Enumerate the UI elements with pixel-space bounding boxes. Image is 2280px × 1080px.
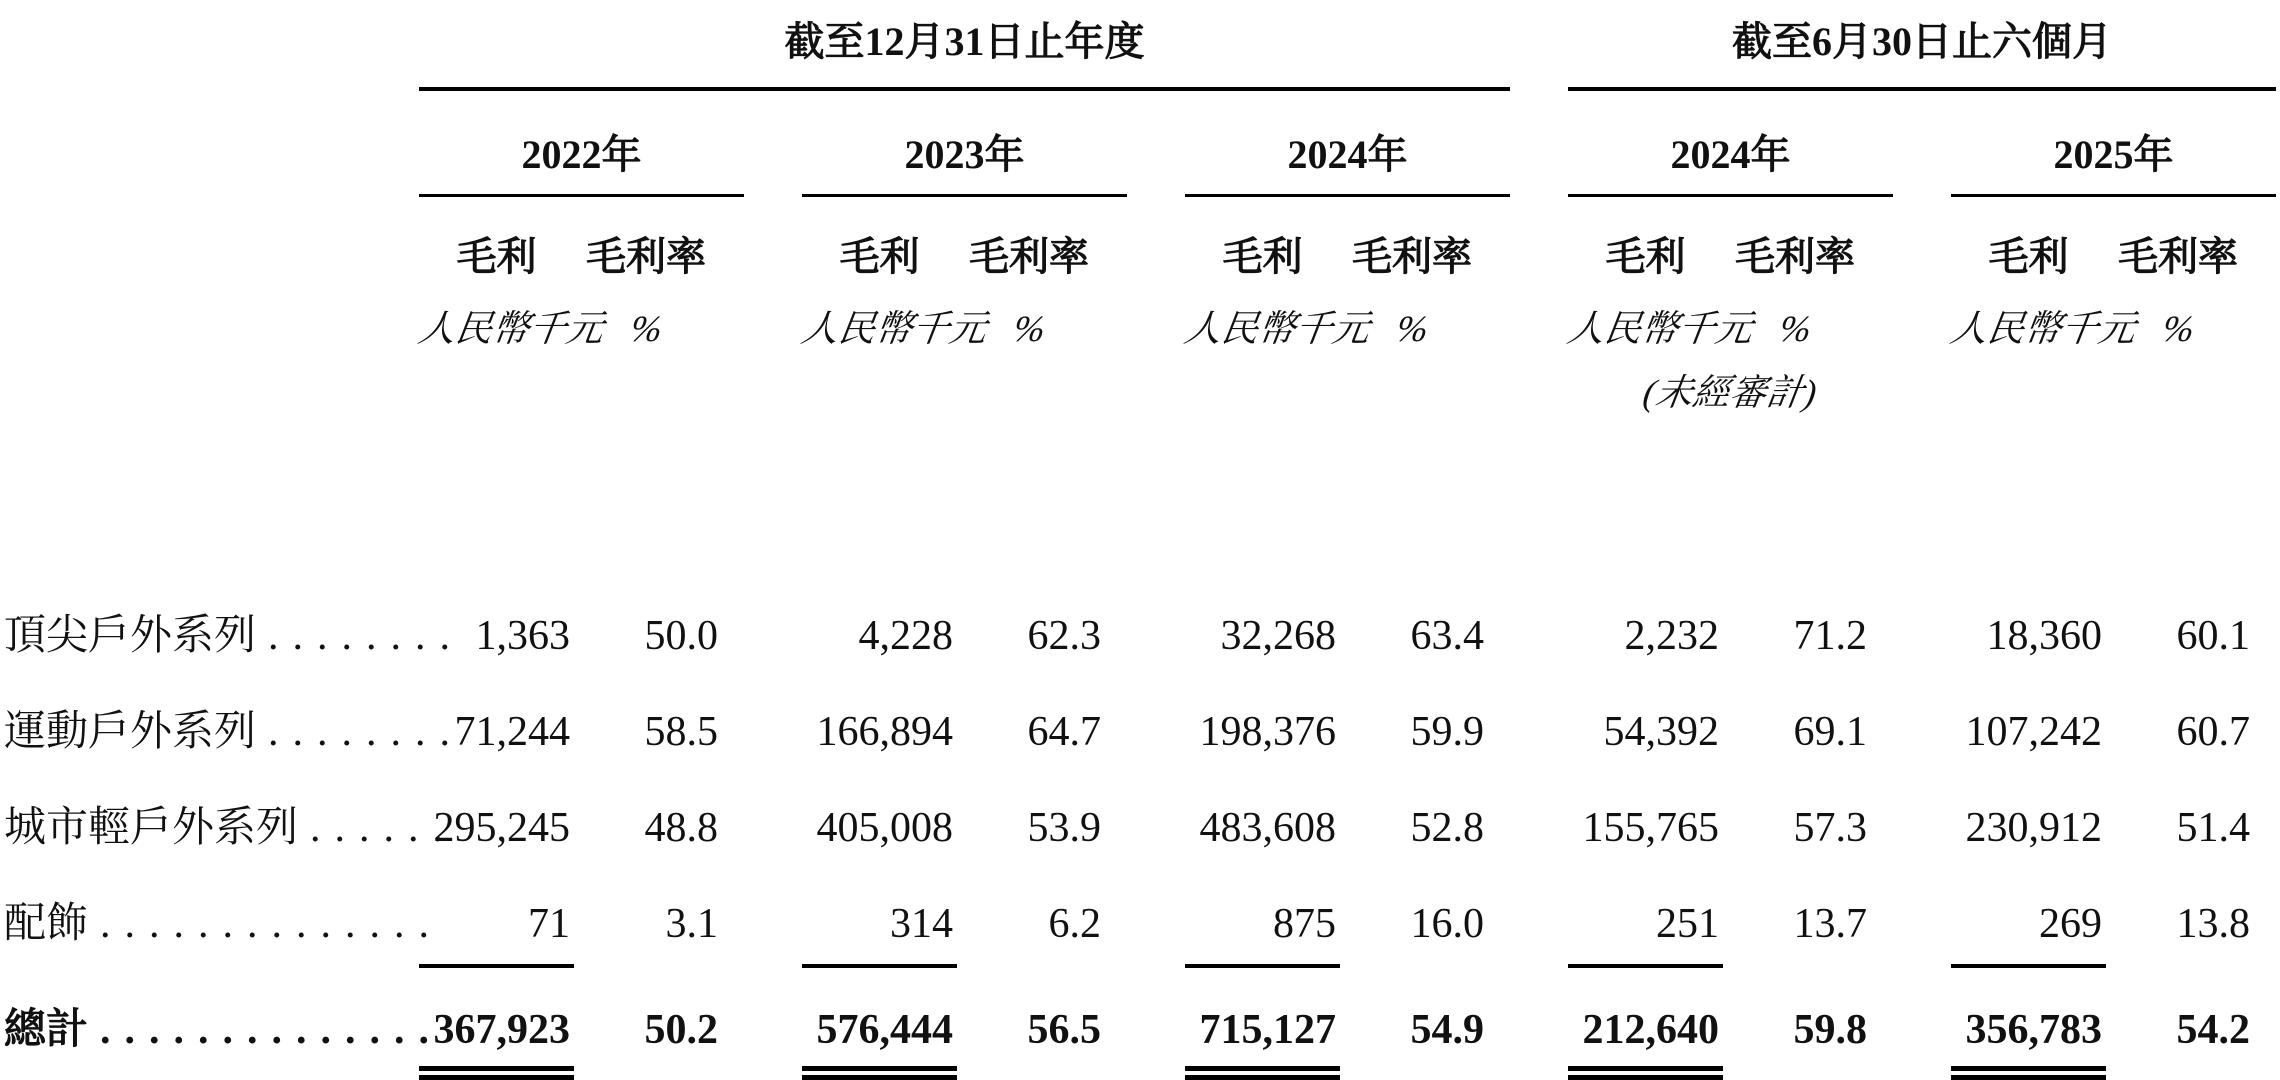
margin-cell: 60.1 xyxy=(2176,613,2250,659)
total-amount-cell: 356,783 xyxy=(1951,966,2106,1073)
dot-leader: ........ xyxy=(268,613,465,659)
row-label xyxy=(4,566,465,662)
amount-cell: 295,245 xyxy=(433,805,570,851)
corner-cell xyxy=(4,196,419,283)
year-header-2024-interim: 2024年 xyxy=(1568,89,1893,196)
amount-cell: 875 xyxy=(1185,854,1340,966)
period-group-dec31: 截至12月31日止年度 xyxy=(419,10,1510,89)
margin-cell: 50.0 xyxy=(644,613,718,659)
col-gap xyxy=(1510,854,1568,966)
total-amount-cell: 367,923 xyxy=(419,966,574,1073)
total-margin-cell: 59.8 xyxy=(1793,1007,1867,1053)
empty-cell xyxy=(1951,352,2276,416)
col-header-gross-profit: 毛利 xyxy=(1222,234,1303,279)
year-header-row xyxy=(4,89,2276,196)
margin-cell: 63.4 xyxy=(1410,613,1484,659)
unit-label: % xyxy=(1776,309,1814,350)
corner-cell xyxy=(4,352,419,416)
col-header-gross-profit: 毛利 xyxy=(839,234,920,279)
period-group-jun30: 截至6月30日止六個月 xyxy=(1568,10,2276,89)
col-gap xyxy=(744,662,802,758)
year-header-2024: 2024年 xyxy=(1185,89,1510,196)
col-unit-rmb-thousand xyxy=(1947,282,2139,352)
margin-cell: 60.7 xyxy=(2176,709,2250,755)
col-gap xyxy=(744,966,802,1073)
col-gap xyxy=(1127,662,1185,758)
row-label xyxy=(4,662,465,758)
col-gap xyxy=(744,854,802,966)
col-header-gross-margin: 毛利率 xyxy=(586,234,706,279)
col-gap xyxy=(1893,89,1951,196)
amount-cell: 198,376 xyxy=(1199,709,1336,755)
col-header-gross-margin: 毛利率 xyxy=(1735,234,1855,279)
col-header-gross-margin: 毛利率 xyxy=(2118,234,2238,279)
amount-cell: 483,608 xyxy=(1199,805,1336,851)
unit-label: 人民幣千元 xyxy=(1564,309,1756,350)
col-gap xyxy=(1893,352,1951,416)
margin-cell: 69.1 xyxy=(1793,709,1867,755)
col-gap xyxy=(1893,966,1951,1073)
col-gap xyxy=(1510,758,1568,854)
col-unit-rmb-thousand xyxy=(798,282,990,352)
col-gap xyxy=(1510,89,1568,196)
corner-cell xyxy=(4,10,419,89)
amount-cell: 314 xyxy=(802,854,957,966)
row-label-text: 頂尖戶外系列 xyxy=(4,613,257,659)
unaudited-note-row xyxy=(4,352,2276,416)
amount-cell: 71,244 xyxy=(454,709,570,755)
col-gap xyxy=(1510,352,1568,416)
col-gap xyxy=(1893,196,1951,283)
period-header-row xyxy=(4,10,2276,89)
amount-cell: 4,228 xyxy=(858,613,953,659)
col-gap xyxy=(1510,966,1568,1073)
total-margin-cell: 56.5 xyxy=(1027,1007,1101,1053)
spacer-row xyxy=(4,416,2276,566)
unit-label: % xyxy=(1393,309,1431,350)
unit-label: 人民幣千元 xyxy=(1947,309,2139,350)
total-amount-cell: 715,127 xyxy=(1185,966,1340,1073)
col-gap xyxy=(1510,282,1568,352)
year-header-2022: 2022年 xyxy=(419,89,744,196)
unit-label: 人民幣千元 xyxy=(415,309,607,350)
amount-cell: 251 xyxy=(1568,854,1723,966)
metric-header-row xyxy=(4,196,2276,283)
amount-cell: 2,232 xyxy=(1624,613,1719,659)
table-row-total xyxy=(4,966,2276,1073)
total-margin-cell: 54.2 xyxy=(2176,1007,2250,1053)
amount-cell: 54,392 xyxy=(1603,709,1719,755)
col-header-gross-profit: 毛利 xyxy=(1988,234,2069,279)
margin-cell: 64.7 xyxy=(1027,709,1101,755)
col-gap xyxy=(1127,352,1185,416)
col-gap xyxy=(744,196,802,283)
col-gap xyxy=(1127,758,1185,854)
unit-label: % xyxy=(627,309,665,350)
col-gap xyxy=(744,566,802,662)
col-gap xyxy=(1510,10,1568,89)
empty-cell xyxy=(419,352,744,416)
table-row-top-outdoor xyxy=(4,566,2276,662)
corner-cell xyxy=(4,89,419,196)
col-gap xyxy=(1893,282,1951,352)
col-gap xyxy=(1893,854,1951,966)
col-gap xyxy=(744,758,802,854)
col-gap xyxy=(1893,758,1951,854)
margin-cell: 53.9 xyxy=(1027,805,1101,851)
margin-cell: 62.3 xyxy=(1027,613,1101,659)
margin-cell: 58.5 xyxy=(644,709,718,755)
margin-cell: 13.7 xyxy=(1793,901,1867,947)
unaudited-note-label: (未經審計) xyxy=(1640,373,1820,414)
col-gap xyxy=(1127,566,1185,662)
corner-cell xyxy=(4,282,419,352)
unit-label: % xyxy=(2159,309,2197,350)
dot-leader: ...... xyxy=(310,805,458,851)
col-header-gross-margin: 毛利率 xyxy=(1352,234,1472,279)
margin-cell: 57.3 xyxy=(1793,805,1867,851)
unit-label: 人民幣千元 xyxy=(1181,309,1373,350)
col-unit-rmb-thousand xyxy=(1181,282,1373,352)
year-header-2025-interim: 2025年 xyxy=(1951,89,2276,196)
amount-cell: 107,242 xyxy=(1965,709,2102,755)
col-gap xyxy=(1127,854,1185,966)
amount-cell: 71 xyxy=(419,854,574,966)
col-gap xyxy=(1893,566,1951,662)
total-amount-cell: 576,444 xyxy=(802,966,957,1073)
margin-cell: 16.0 xyxy=(1410,901,1484,947)
col-unit-rmb-thousand xyxy=(1564,282,1756,352)
row-label-text: 總計 xyxy=(4,1007,89,1053)
table-row-urban-light-outdoor xyxy=(4,758,2276,854)
margin-cell: 3.1 xyxy=(665,901,718,947)
total-row-label xyxy=(4,966,444,1073)
amount-cell: 166,894 xyxy=(816,709,953,755)
col-unit-rmb-thousand xyxy=(415,282,607,352)
dot-leader: .............. xyxy=(100,901,444,947)
row-label-text: 運動戶外系列 xyxy=(4,709,257,755)
table-row-sports-outdoor xyxy=(4,662,2276,758)
col-gap xyxy=(744,352,802,416)
col-gap xyxy=(744,282,802,352)
unit-label: % xyxy=(1010,309,1048,350)
margin-cell: 51.4 xyxy=(2176,805,2250,851)
row-label xyxy=(4,854,444,966)
margin-cell: 71.2 xyxy=(1793,613,1867,659)
col-gap xyxy=(1510,566,1568,662)
margin-cell: 13.8 xyxy=(2176,901,2250,947)
total-amount-cell: 212,640 xyxy=(1568,966,1723,1073)
amount-cell: 155,765 xyxy=(1582,805,1719,851)
col-header-gross-profit: 毛利 xyxy=(1605,234,1686,279)
col-gap xyxy=(1893,662,1951,758)
amount-cell: 230,912 xyxy=(1965,805,2102,851)
dot-leader: ........ xyxy=(268,709,465,755)
col-gap xyxy=(1510,662,1568,758)
amount-cell: 18,360 xyxy=(1986,613,2102,659)
empty-cell xyxy=(1185,352,1510,416)
empty-cell xyxy=(802,352,1127,416)
amount-cell: 32,268 xyxy=(1220,613,1336,659)
col-gap xyxy=(1510,196,1568,283)
row-label-text: 城市輕戶外系列 xyxy=(4,805,299,851)
amount-cell: 405,008 xyxy=(816,805,953,851)
margin-cell: 6.2 xyxy=(1048,901,1101,947)
unit-label: 人民幣千元 xyxy=(798,309,990,350)
col-gap xyxy=(1127,196,1185,283)
col-header-gross-margin: 毛利率 xyxy=(969,234,1089,279)
margin-cell: 48.8 xyxy=(644,805,718,851)
total-margin-cell: 50.2 xyxy=(644,1007,718,1053)
unaudited-note xyxy=(1568,352,1893,416)
year-header-2023: 2023年 xyxy=(802,89,1127,196)
amount-cell: 1,363 xyxy=(475,613,570,659)
spacer-cell xyxy=(4,416,2276,566)
margin-cell: 59.9 xyxy=(1410,709,1484,755)
col-gap xyxy=(744,89,802,196)
dot-leader: .............. xyxy=(100,1007,444,1053)
gross-profit-table xyxy=(4,10,2276,1080)
amount-cell: 269 xyxy=(1951,854,2106,966)
col-gap xyxy=(1127,282,1185,352)
col-header-gross-profit: 毛利 xyxy=(456,234,537,279)
unit-header-row xyxy=(4,282,2276,352)
col-gap xyxy=(1127,89,1185,196)
margin-cell: 52.8 xyxy=(1410,805,1484,851)
row-label xyxy=(4,758,458,854)
col-gap xyxy=(1127,966,1185,1073)
total-margin-cell: 54.9 xyxy=(1410,1007,1484,1053)
row-label-text: 配飾 xyxy=(4,901,89,947)
table-row-accessories xyxy=(4,854,2276,966)
